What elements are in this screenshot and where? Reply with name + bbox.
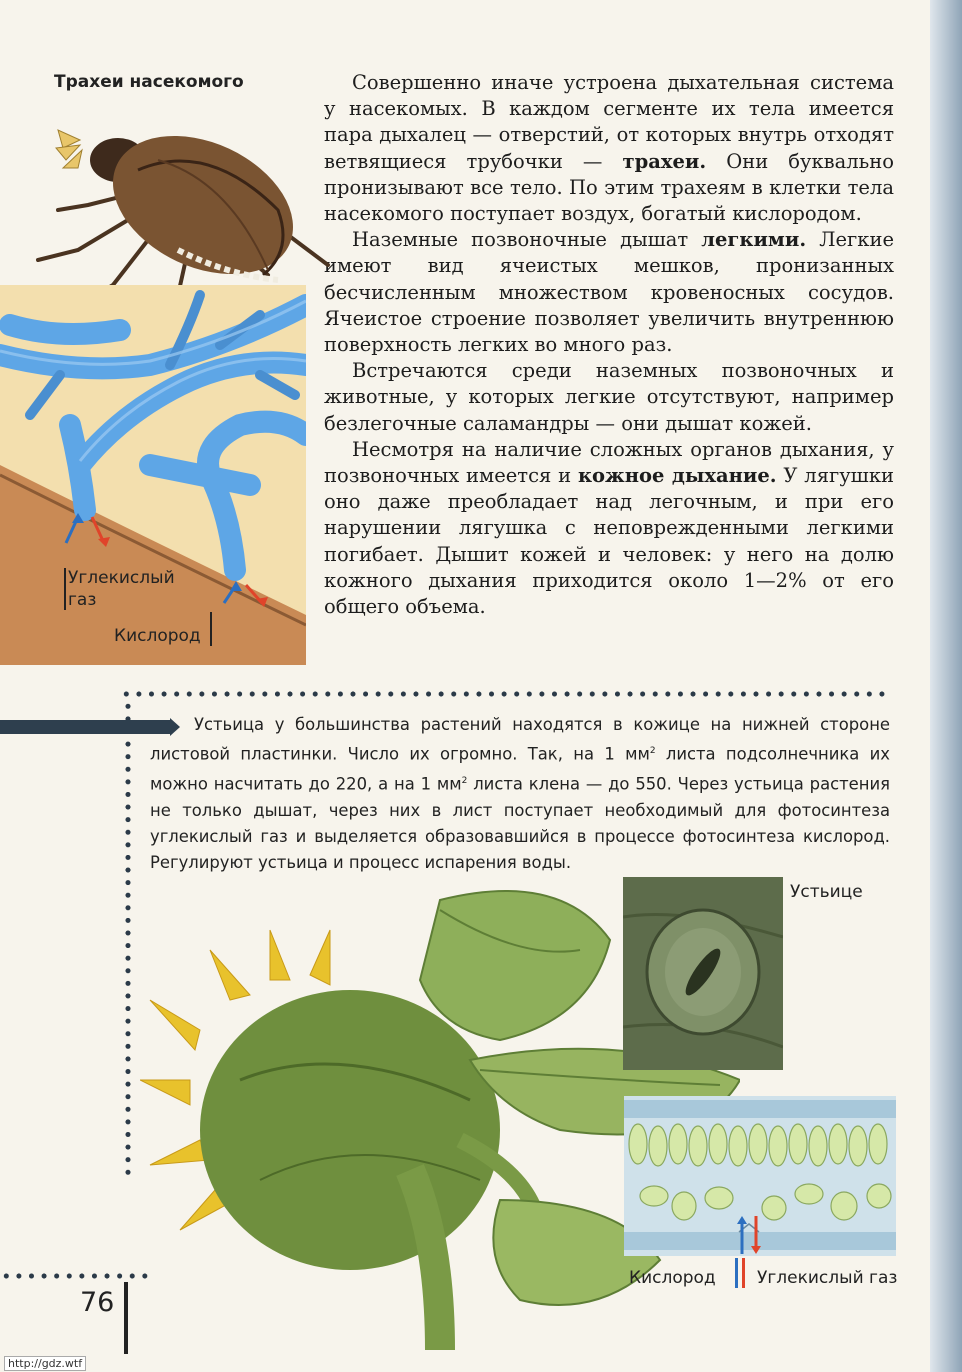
oxygen-label-bracket (210, 612, 212, 646)
paragraph-1: Совершенно иначе устроена дыхательная система у насекомых. В каждом сегменте их тела имеется пара дыхалец — отверстий, от которых внутрь отходят ветвящиеся трубочки — трахеи. Они буквально пронизывают все тело. По этим трахеям в клетки тела насекомого поступает воздух, богатый кислородом. (324, 71, 895, 226)
page-number: 76 (80, 1287, 115, 1318)
stoma-label: Устьице (790, 882, 863, 902)
oxygen-arrow-shaft (735, 1258, 738, 1288)
page-edge (930, 0, 962, 1372)
co2-arrow-shaft (742, 1258, 745, 1288)
figure-caption-title: Трахеи насекомого (54, 72, 244, 92)
trachea-co2-label-line2: газ (68, 590, 97, 610)
watermark-url[interactable]: http://gdz.wtf (4, 1356, 86, 1371)
dotted-frame-bottom (0, 1272, 150, 1280)
stoma-illustration (623, 877, 783, 1070)
dotted-frame-top (120, 690, 890, 698)
stoma-micrograph (623, 877, 783, 1070)
paragraph-4: Несмотря на наличие сложных органов дыхания, у позвоночных имеется и кожное дыхание. У лягушки оно даже преобладает над легочным, и при его нарушении лягушка с неповрежденными легкими погибает. Дышит кожей и человек: у него на долю кожного дыхания приходится около 1—2% от его общего объема. (324, 437, 894, 619)
main-text (324, 70, 894, 620)
side-note-paragraph: Устьица у большинства растений находятся в кожице на нижней стороне листовой пластинки. Число их огромно. Так, на 1 $мм^2$ листа подсолнечника их можно насчитать до 220, а на 1 $мм^2$ листа клена — до 550. Через устьица растения не только дышат, через них в лист поступает необходимый для фотосинтеза углекислый газ и выделяется образовавшийся в процессе фотосинтеза кислород. Регулируют устьица и процесс испарения воды. (150, 715, 890, 872)
leaf-cross-section (624, 1096, 896, 1256)
leaf-co2-label: Углекислый газ (757, 1268, 898, 1288)
beetle-illustration (18, 100, 338, 305)
leaf-section-illustration (624, 1096, 896, 1256)
trachea-illustration (0, 285, 306, 665)
trachea-oxygen-label: Кислород (114, 626, 201, 646)
dotted-frame-left (124, 700, 132, 1180)
paragraph-2: Наземные позвоночные дышат легкими. Легкие имеют вид ячеистых мешков, пронизанных бесчисленным множеством кровеносных сосудов. Ячеистое строение позволяет увеличить внутреннюю поверхность легких во много раз. (324, 228, 894, 357)
trachea-diagram (0, 285, 306, 665)
leaf-oxygen-label: Кислород (629, 1268, 716, 1288)
side-note (150, 712, 890, 876)
co2-label-bracket (64, 568, 66, 610)
page-number-rule (124, 1282, 128, 1354)
side-note-marker (0, 720, 172, 734)
trachea-co2-label-line1: Углекислый (68, 568, 175, 588)
paragraph-3: Встречаются среди наземных позвоночных и животные, у которых легкие отсутствуют, например безлегочные саламандры — они дышат кожей. (324, 359, 894, 435)
